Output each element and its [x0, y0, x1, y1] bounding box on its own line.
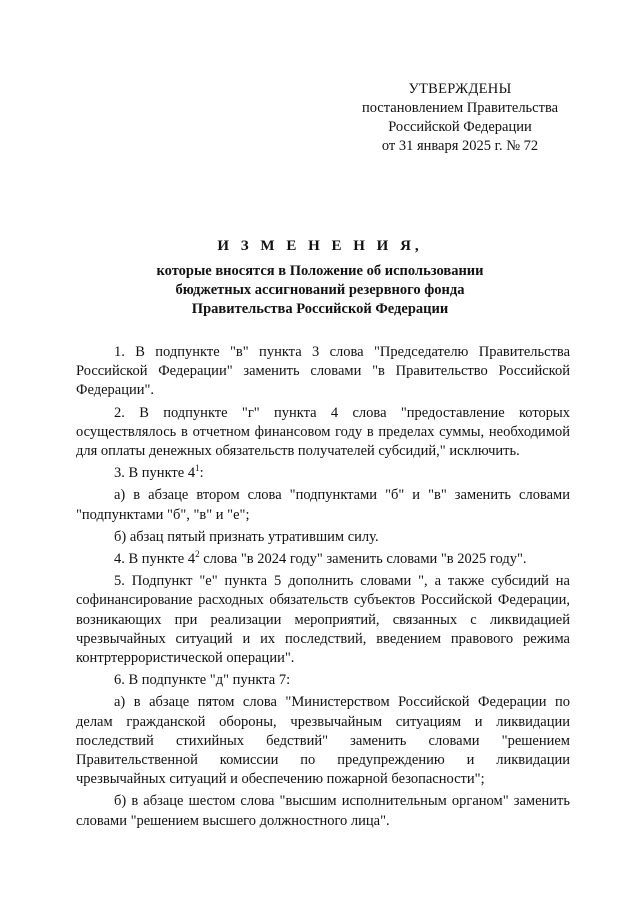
item-4-suffix: слова "в 2024 году" заменить словами "в 2025 году". [199, 551, 527, 568]
document-body [76, 343, 570, 834]
item-4-superscript: 2 [195, 549, 200, 560]
approval-line-1: постановлением Правительства [361, 100, 559, 116]
document-subtitle [60, 262, 580, 319]
approval-date-line: от 31 января 2025 г. № 72 [381, 138, 539, 154]
item-3-suffix: : [199, 465, 204, 482]
subtitle-line-2: бюджетных ассигнований резервного фонда [175, 282, 465, 298]
item-5: 5. Подпункт "е" пункта 5 дополнить словами ", а также субсидий на софинансирование расходных обязательств субъектов Российской Федерации, возникающих при реализации мероприятий, связанных с ликвидацией чрезвычайных ситуаций и их последствий, введением правового режима контртеррористической операции". [76, 573, 570, 667]
item-6-subitem-a: а) в абзаце пятом слова "Министерством Российской Федерации по делам гражданской обороны, чрезвычайным ситуациям и ликвидации последствий стихийных бедствий" заменить словами "решением Правительственной комиссии по предупреждению и ликвидации чрезвычайных ситуаций и обеспечению пожарной безопасности"; [76, 694, 570, 788]
item-1: 1. В подпункте "в" пункта 3 слова "Председателю Правительства Российской Федерации" заменить словами "в Правительство Российской Федерации". [76, 344, 570, 399]
item-3-prefix: 3. В пункте 4 [114, 465, 196, 482]
item-4 [76, 550, 570, 569]
item-3 [76, 464, 570, 483]
item-3-superscript: 1 [195, 463, 200, 474]
subtitle-line-3: Правительства Российской Федерации [191, 301, 449, 317]
approval-label: УТВЕРЖДЕНЫ [408, 81, 512, 97]
item-6-subitem-b: б) в абзаце шестом слова "высшим исполнительным органом" заменить словами "решением высшего должностного лица". [76, 793, 570, 829]
item-4-prefix: 4. В пункте 4 [114, 551, 196, 568]
item-6: 6. В подпункте "д" пункта 7: [114, 672, 291, 689]
subtitle-line-1: которые вносятся в Положение об использовании [156, 263, 484, 279]
approval-line-2: Российской Федерации [388, 119, 532, 135]
item-3-subitem-b: б) абзац пятый признать утратившим силу. [114, 528, 379, 545]
approval-block [330, 80, 590, 156]
document-title: И З М Е Н Е Н И Я, [217, 238, 423, 254]
item-3-subitem-a: а) в абзаце втором слова "подпунктами "б" и "в" заменить словами "подпунктами "б", "в" и "е"; [76, 487, 570, 523]
item-2: 2. В подпункте "г" пункта 4 слова "предоставление которых осуществлялось в отчетном финансовом году в пределах суммы, необходимой для оплаты денежных обязательств получателей субсидий," исключить. [76, 404, 570, 460]
